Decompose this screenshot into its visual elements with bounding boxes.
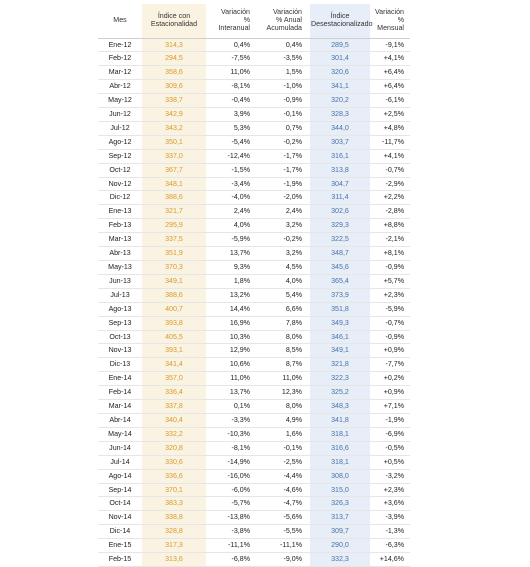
cell-variacion-anual-acumulada: 1,5%	[256, 66, 310, 80]
cell-variacion-interanual: -16,0%	[206, 469, 256, 483]
cell-indice-estacionalidad: 388,6	[142, 191, 206, 205]
cell-variacion-anual-acumulada: -0,2%	[256, 135, 310, 149]
cell-variacion-interanual: -6,8%	[206, 553, 256, 567]
cell-variacion-mensual: -1,9%	[370, 413, 410, 427]
cell-mes: Dic-14	[98, 525, 142, 539]
cell-mes: Dic-12	[98, 191, 142, 205]
cell-indice-desestacionalizado: 309,7	[310, 525, 370, 539]
cell-variacion-anual-acumulada: -1,7%	[256, 149, 310, 163]
cell-variacion-mensual: -0,9%	[370, 330, 410, 344]
cell-mes: May-12	[98, 94, 142, 108]
cell-variacion-anual-acumulada: -2,0%	[256, 191, 310, 205]
cell-variacion-interanual: -6,0%	[206, 483, 256, 497]
cell-indice-desestacionalizado: 349,3	[310, 316, 370, 330]
cell-mes: Feb-13	[98, 219, 142, 233]
header-variacion-anual-acumulada	[256, 4, 310, 38]
cell-indice-desestacionalizado: 320,2	[310, 94, 370, 108]
cell-variacion-mensual: +2,3%	[370, 483, 410, 497]
cell-indice-desestacionalizado: 344,0	[310, 121, 370, 135]
table-row	[98, 233, 410, 247]
cell-variacion-anual-acumulada: 8,0%	[256, 330, 310, 344]
table-row	[98, 386, 410, 400]
cell-indice-desestacionalizado: 341,1	[310, 80, 370, 94]
cell-indice-estacionalidad: 351,9	[142, 247, 206, 261]
cell-mes: Jun-12	[98, 108, 142, 122]
cell-mes: Jun-14	[98, 441, 142, 455]
cell-indice-estacionalidad: 383,3	[142, 497, 206, 511]
cell-variacion-anual-acumulada: 12,3%	[256, 386, 310, 400]
cell-mes: Ago-14	[98, 469, 142, 483]
cell-variacion-anual-acumulada: 8,0%	[256, 400, 310, 414]
cell-variacion-anual-acumulada: -11,1%	[256, 539, 310, 553]
cell-mes: Dic-13	[98, 358, 142, 372]
header-indice-desestacionalizado	[310, 4, 373, 38]
cell-indice-estacionalidad: 358,6	[142, 66, 206, 80]
cell-indice-desestacionalizado: 373,9	[310, 288, 370, 302]
header-line: Acumulada	[266, 24, 302, 33]
cell-variacion-mensual: -1,3%	[370, 525, 410, 539]
cell-variacion-mensual: +5,7%	[370, 274, 410, 288]
table-row	[98, 400, 410, 414]
table-row	[98, 525, 410, 539]
cell-variacion-anual-acumulada: 8,7%	[256, 358, 310, 372]
cell-indice-desestacionalizado: 313,8	[310, 163, 370, 177]
table-row	[98, 413, 410, 427]
cell-variacion-interanual: -8,1%	[206, 80, 256, 94]
cell-indice-estacionalidad: 328,8	[142, 525, 206, 539]
cell-indice-desestacionalizado: 316,6	[310, 441, 370, 455]
table-row	[98, 163, 410, 177]
cell-variacion-interanual: 0,1%	[206, 400, 256, 414]
cell-variacion-interanual: 14,4%	[206, 302, 256, 316]
cell-variacion-mensual: -6,9%	[370, 427, 410, 441]
table-row	[98, 274, 410, 288]
cell-indice-estacionalidad: 343,2	[142, 121, 206, 135]
cell-indice-desestacionalizado: 303,7	[310, 135, 370, 149]
table-row	[98, 80, 410, 94]
cell-variacion-interanual: -5,4%	[206, 135, 256, 149]
cell-indice-estacionalidad: 388,6	[142, 288, 206, 302]
cell-variacion-anual-acumulada: -1,9%	[256, 177, 310, 191]
cell-indice-estacionalidad: 393,1	[142, 344, 206, 358]
cell-mes: Feb-15	[98, 553, 142, 567]
cell-variacion-mensual: +0,9%	[370, 344, 410, 358]
cell-variacion-interanual: -13,8%	[206, 511, 256, 525]
cell-variacion-anual-acumulada: 1,6%	[256, 427, 310, 441]
cell-variacion-anual-acumulada: -1,0%	[256, 80, 310, 94]
table-row	[98, 427, 410, 441]
cell-variacion-interanual: 9,3%	[206, 261, 256, 275]
cell-mes: May-13	[98, 261, 142, 275]
cell-mes: Oct-12	[98, 163, 142, 177]
header-line: Estacionalidad	[150, 20, 198, 29]
cell-mes: Sep-12	[98, 149, 142, 163]
cell-indice-desestacionalizado: 315,0	[310, 483, 370, 497]
cell-variacion-mensual: -0,7%	[370, 316, 410, 330]
cell-indice-desestacionalizado: 290,0	[310, 539, 370, 553]
cell-indice-estacionalidad: 321,7	[142, 205, 206, 219]
cell-indice-estacionalidad: 350,1	[142, 135, 206, 149]
cell-indice-estacionalidad: 340,4	[142, 413, 206, 427]
cell-variacion-mensual: +2,2%	[370, 191, 410, 205]
header-mes	[98, 4, 142, 38]
header-variacion-interanual	[206, 4, 256, 38]
cell-variacion-anual-acumulada: 0,4%	[256, 38, 310, 52]
table-row	[98, 358, 410, 372]
header-line: Variación	[272, 8, 302, 17]
cell-variacion-mensual: -2,9%	[370, 177, 410, 191]
cell-indice-desestacionalizado: 345,6	[310, 261, 370, 275]
cell-indice-estacionalidad: 314,3	[142, 38, 206, 52]
table-row	[98, 149, 410, 163]
cell-mes: Oct-13	[98, 330, 142, 344]
cell-indice-estacionalidad: 370,3	[142, 261, 206, 275]
table-row	[98, 191, 410, 205]
table-row	[98, 135, 410, 149]
cell-variacion-interanual: 13,7%	[206, 247, 256, 261]
cell-variacion-interanual: 0,4%	[206, 38, 256, 52]
cell-indice-estacionalidad: 338,7	[142, 94, 206, 108]
cell-variacion-mensual: -2,8%	[370, 205, 410, 219]
cell-variacion-interanual: -5,7%	[206, 497, 256, 511]
cell-indice-estacionalidad: 348,1	[142, 177, 206, 191]
cell-indice-estacionalidad: 400,7	[142, 302, 206, 316]
table-row	[98, 288, 410, 302]
table-row	[98, 553, 410, 567]
header-line: Mensual	[377, 24, 404, 33]
cell-indice-desestacionalizado: 351,8	[310, 302, 370, 316]
cell-variacion-mensual: +4,1%	[370, 149, 410, 163]
cell-variacion-mensual: +8,1%	[370, 247, 410, 261]
header-indice-estacionalidad	[142, 4, 206, 38]
cell-indice-estacionalidad: 405,5	[142, 330, 206, 344]
cell-variacion-interanual: 4,0%	[206, 219, 256, 233]
cell-mes: Oct-14	[98, 497, 142, 511]
cell-indice-estacionalidad: 330,6	[142, 455, 206, 469]
cell-indice-estacionalidad: 294,5	[142, 52, 206, 66]
cell-mes: Jul-12	[98, 121, 142, 135]
table-row	[98, 247, 410, 261]
cell-variacion-mensual: -3,9%	[370, 511, 410, 525]
cell-mes: Sep-13	[98, 316, 142, 330]
cell-variacion-anual-acumulada: -4,7%	[256, 497, 310, 511]
cell-mes: Mar-12	[98, 66, 142, 80]
table-row	[98, 455, 410, 469]
cell-variacion-anual-acumulada: 8,5%	[256, 344, 310, 358]
table-row	[98, 469, 410, 483]
cell-variacion-mensual: -5,9%	[370, 302, 410, 316]
cell-variacion-anual-acumulada: 2,4%	[256, 205, 310, 219]
cell-mes: Abr-13	[98, 247, 142, 261]
header-line: %	[243, 16, 250, 25]
table-header	[98, 4, 410, 38]
cell-variacion-mensual: -6,3%	[370, 539, 410, 553]
cell-variacion-anual-acumulada: 4,9%	[256, 413, 310, 427]
table-row	[98, 441, 410, 455]
cell-mes: Feb-12	[98, 52, 142, 66]
cell-variacion-mensual: +6,4%	[370, 66, 410, 80]
cell-variacion-mensual: +4,1%	[370, 52, 410, 66]
cell-indice-desestacionalizado: 365,4	[310, 274, 370, 288]
cell-variacion-mensual: +4,8%	[370, 121, 410, 135]
cell-mes: Mar-14	[98, 400, 142, 414]
table-row	[98, 539, 410, 553]
cell-indice-desestacionalizado: 332,3	[310, 553, 370, 567]
cell-variacion-mensual: +2,3%	[370, 288, 410, 302]
cell-variacion-interanual: -3,4%	[206, 177, 256, 191]
cell-variacion-interanual: -8,1%	[206, 441, 256, 455]
cell-indice-estacionalidad: 313,6	[142, 553, 206, 567]
cell-variacion-interanual: 11,0%	[206, 66, 256, 80]
cell-indice-desestacionalizado: 316,1	[310, 149, 370, 163]
cell-indice-estacionalidad: 357,0	[142, 372, 206, 386]
table-row	[98, 108, 410, 122]
cell-mes: May-14	[98, 427, 142, 441]
table-row	[98, 497, 410, 511]
cell-variacion-anual-acumulada: -4,4%	[256, 469, 310, 483]
cell-mes: Abr-12	[98, 80, 142, 94]
cell-indice-estacionalidad: 337,5	[142, 233, 206, 247]
cell-mes: Ene-12	[98, 38, 142, 52]
cell-indice-desestacionalizado: 325,2	[310, 386, 370, 400]
cell-indice-estacionalidad: 370,1	[142, 483, 206, 497]
cell-variacion-mensual: +6,4%	[370, 80, 410, 94]
cell-variacion-mensual: +7,1%	[370, 400, 410, 414]
table-row	[98, 344, 410, 358]
cell-variacion-anual-acumulada: -4,6%	[256, 483, 310, 497]
cell-variacion-interanual: -14,9%	[206, 455, 256, 469]
cell-indice-desestacionalizado: 328,3	[310, 108, 370, 122]
cell-variacion-interanual: -3,3%	[206, 413, 256, 427]
cell-indice-estacionalidad: 320,8	[142, 441, 206, 455]
cell-indice-estacionalidad: 342,9	[142, 108, 206, 122]
cell-indice-desestacionalizado: 348,3	[310, 400, 370, 414]
cell-variacion-mensual: -7,7%	[370, 358, 410, 372]
cell-variacion-anual-acumulada: 3,2%	[256, 219, 310, 233]
cell-indice-desestacionalizado: 329,3	[310, 219, 370, 233]
table-row	[98, 219, 410, 233]
cell-indice-estacionalidad: 309,6	[142, 80, 206, 94]
cell-mes: Nov-12	[98, 177, 142, 191]
cell-variacion-interanual: 11,0%	[206, 372, 256, 386]
cell-indice-desestacionalizado: 322,3	[310, 372, 370, 386]
cell-mes: Nov-13	[98, 344, 142, 358]
cell-variacion-anual-acumulada: -5,6%	[256, 511, 310, 525]
cell-variacion-anual-acumulada: -1,7%	[256, 163, 310, 177]
cell-variacion-interanual: 1,8%	[206, 274, 256, 288]
cell-variacion-anual-acumulada: -0,1%	[256, 108, 310, 122]
cell-variacion-interanual: 3,9%	[206, 108, 256, 122]
cell-mes: Nov-14	[98, 511, 142, 525]
header-line: Interanual	[218, 24, 250, 33]
cell-variacion-anual-acumulada: -5,5%	[256, 525, 310, 539]
cell-indice-desestacionalizado: 318,1	[310, 427, 370, 441]
cell-variacion-interanual: 13,2%	[206, 288, 256, 302]
header-variacion-mensual	[370, 4, 410, 38]
cell-indice-desestacionalizado: 322,5	[310, 233, 370, 247]
cell-variacion-mensual: +0,9%	[370, 386, 410, 400]
cell-variacion-anual-acumulada: 4,5%	[256, 261, 310, 275]
cell-variacion-mensual: -6,1%	[370, 94, 410, 108]
cell-variacion-interanual: 2,4%	[206, 205, 256, 219]
header-line: % Anual	[275, 16, 302, 25]
cell-variacion-mensual: -11,7%	[370, 135, 410, 149]
cell-variacion-mensual: -3,2%	[370, 469, 410, 483]
cell-variacion-interanual: -7,5%	[206, 52, 256, 66]
cell-indice-estacionalidad: 337,0	[142, 149, 206, 163]
cell-indice-desestacionalizado: 318,1	[310, 455, 370, 469]
cell-indice-desestacionalizado: 308,0	[310, 469, 370, 483]
cell-variacion-interanual: 10,6%	[206, 358, 256, 372]
table-row	[98, 483, 410, 497]
cell-variacion-interanual: 12,9%	[206, 344, 256, 358]
cell-variacion-mensual: +8,8%	[370, 219, 410, 233]
cell-indice-estacionalidad: 341,4	[142, 358, 206, 372]
cell-indice-desestacionalizado: 326,3	[310, 497, 370, 511]
header-line: Variación	[374, 8, 404, 17]
cell-variacion-mensual: -0,7%	[370, 163, 410, 177]
cell-mes: Ago-13	[98, 302, 142, 316]
cell-mes: Feb-14	[98, 386, 142, 400]
table-row	[98, 511, 410, 525]
cell-indice-desestacionalizado: 348,7	[310, 247, 370, 261]
cell-indice-desestacionalizado: 302,6	[310, 205, 370, 219]
cell-variacion-anual-acumulada: 4,0%	[256, 274, 310, 288]
cell-indice-estacionalidad: 317,3	[142, 539, 206, 553]
cell-indice-desestacionalizado: 304,7	[310, 177, 370, 191]
cell-variacion-mensual: +0,5%	[370, 455, 410, 469]
table-row	[98, 330, 410, 344]
cell-variacion-anual-acumulada: -2,5%	[256, 455, 310, 469]
cell-indice-estacionalidad: 349,1	[142, 274, 206, 288]
table-row	[98, 177, 410, 191]
cell-indice-estacionalidad: 336,4	[142, 386, 206, 400]
cell-mes: Sep-14	[98, 483, 142, 497]
cell-indice-desestacionalizado: 349,1	[310, 344, 370, 358]
cell-variacion-anual-acumulada: 11,0%	[256, 372, 310, 386]
cell-indice-desestacionalizado: 311,4	[310, 191, 370, 205]
cell-variacion-mensual: -0,9%	[370, 261, 410, 275]
cell-indice-desestacionalizado: 320,6	[310, 66, 370, 80]
cell-indice-estacionalidad: 332,2	[142, 427, 206, 441]
cell-variacion-anual-acumulada: 3,2%	[256, 247, 310, 261]
cell-variacion-interanual: 16,9%	[206, 316, 256, 330]
cell-indice-desestacionalizado: 289,5	[310, 38, 370, 52]
table-row	[98, 66, 410, 80]
cell-indice-estacionalidad: 367,7	[142, 163, 206, 177]
cell-variacion-interanual: 10,3%	[206, 330, 256, 344]
header-row	[98, 4, 410, 38]
cell-mes: Jul-14	[98, 455, 142, 469]
cell-variacion-interanual: -12,4%	[206, 149, 256, 163]
table-row	[98, 38, 410, 52]
cell-mes: Mar-13	[98, 233, 142, 247]
table-row	[98, 372, 410, 386]
cell-indice-estacionalidad: 295,9	[142, 219, 206, 233]
cell-variacion-mensual: +2,5%	[370, 108, 410, 122]
cell-variacion-interanual: 5,3%	[206, 121, 256, 135]
cell-variacion-mensual: +0,2%	[370, 372, 410, 386]
cell-variacion-anual-acumulada: 7,8%	[256, 316, 310, 330]
cell-variacion-mensual: -0,5%	[370, 441, 410, 455]
header-line: Desestacionalizado	[311, 20, 373, 29]
header-line: %	[397, 16, 404, 25]
cell-mes: Abr-14	[98, 413, 142, 427]
table-row	[98, 302, 410, 316]
cell-variacion-interanual: -1,5%	[206, 163, 256, 177]
cell-variacion-anual-acumulada: 6,6%	[256, 302, 310, 316]
cell-indice-desestacionalizado: 313,7	[310, 511, 370, 525]
header-line: Índice	[330, 12, 350, 21]
cell-indice-estacionalidad: 393,8	[142, 316, 206, 330]
cell-variacion-anual-acumulada: -0,2%	[256, 233, 310, 247]
indices-table	[98, 4, 410, 567]
table-row	[98, 52, 410, 66]
cell-mes: Jun-13	[98, 274, 142, 288]
table-body	[98, 38, 410, 566]
table-row	[98, 94, 410, 108]
cell-variacion-mensual: +14,6%	[370, 553, 410, 567]
cell-indice-desestacionalizado: 341,8	[310, 413, 370, 427]
cell-variacion-anual-acumulada: -0,1%	[256, 441, 310, 455]
cell-mes: Ene-14	[98, 372, 142, 386]
table-row	[98, 261, 410, 275]
cell-mes: Ene-15	[98, 539, 142, 553]
cell-variacion-anual-acumulada: 5,4%	[256, 288, 310, 302]
cell-variacion-mensual: -2,1%	[370, 233, 410, 247]
cell-variacion-interanual: 13,7%	[206, 386, 256, 400]
cell-variacion-interanual: -4,0%	[206, 191, 256, 205]
table-row	[98, 121, 410, 135]
cell-variacion-interanual: -0,4%	[206, 94, 256, 108]
cell-mes: Ene-13	[98, 205, 142, 219]
cell-variacion-mensual: -9,1%	[370, 38, 410, 52]
cell-variacion-interanual: -11,1%	[206, 539, 256, 553]
cell-mes: Ago-12	[98, 135, 142, 149]
table-row	[98, 316, 410, 330]
header-line: Variación	[220, 8, 250, 17]
cell-variacion-mensual: +3,6%	[370, 497, 410, 511]
header-line: Índice con	[157, 12, 191, 21]
header-line: Mes	[113, 16, 127, 25]
cell-variacion-anual-acumulada: -0,9%	[256, 94, 310, 108]
cell-variacion-interanual: -3,8%	[206, 525, 256, 539]
cell-indice-desestacionalizado: 301,4	[310, 52, 370, 66]
cell-indice-desestacionalizado: 321,8	[310, 358, 370, 372]
cell-mes: Jul-13	[98, 288, 142, 302]
cell-variacion-interanual: -5,9%	[206, 233, 256, 247]
cell-indice-estacionalidad: 336,6	[142, 469, 206, 483]
cell-variacion-anual-acumulada: 0,7%	[256, 121, 310, 135]
cell-indice-estacionalidad: 338,8	[142, 511, 206, 525]
data-table-container	[98, 4, 410, 567]
cell-variacion-anual-acumulada: -3,5%	[256, 52, 310, 66]
cell-variacion-interanual: -10,3%	[206, 427, 256, 441]
cell-indice-desestacionalizado: 346,1	[310, 330, 370, 344]
table-row	[98, 205, 410, 219]
cell-indice-estacionalidad: 337,8	[142, 400, 206, 414]
cell-variacion-anual-acumulada: -9,0%	[256, 553, 310, 567]
